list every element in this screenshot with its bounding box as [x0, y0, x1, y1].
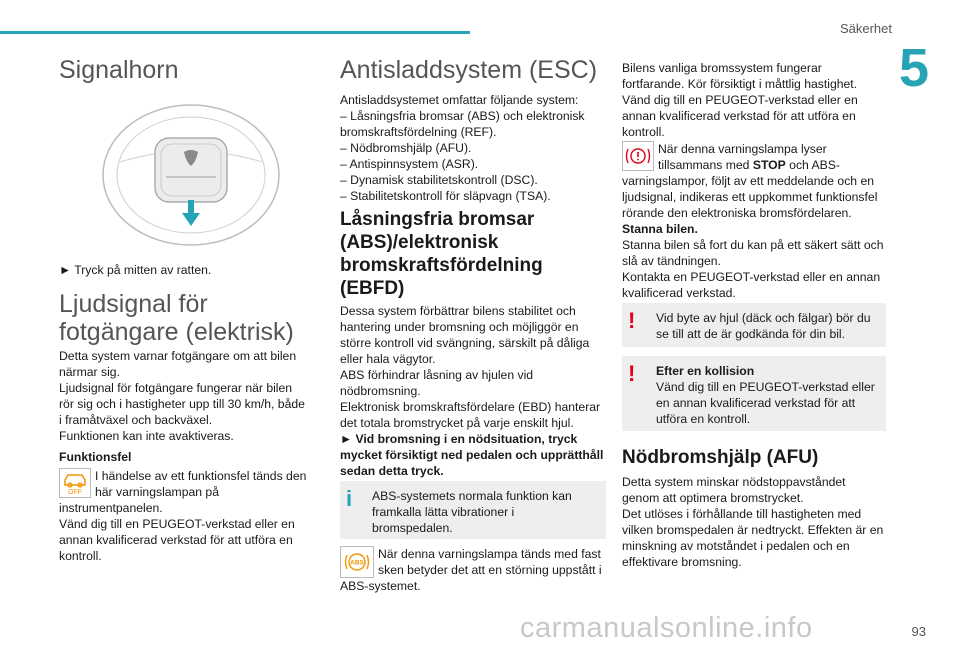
abs-lamp-text: ABS När denna varningslampa tänds med fast sken betyder det att en störning uppstått i ABS-systemet. — [340, 547, 602, 593]
list-item: – Låsningsfria bromsar (ABS) och elektronisk bromskraftsfördelning (REF). — [340, 109, 585, 139]
heading-pedestrian-signal: Ljudsignal för fotgängare (elektrisk) — [59, 290, 294, 346]
section-title: Säkerhet — [839, 21, 892, 36]
esc-intro-list: Antisladdsystemet omfattar följande system: – Låsningsfria bromsar (ABS) och elektronisk bromskraftsfördelning (REF). – Nödbromshjälp (AFU). – Antispinnsystem (ASR). – Dynamisk stabilitetskontroll (DSC). – Stabilitetskontroll för släpvagn (TSA). — [340, 92, 606, 204]
list-item: – Antispinnsystem (ASR). — [340, 157, 479, 171]
horn-instruction: ► Tryck på mitten av ratten. — [59, 263, 212, 277]
abs-text: Dessa system förbättrar bilens stabilitet och hantering under bromsning och möjliggör en större kontroll vid svängning, särskilt på dåliga eller hala vägytor. ABS förhindrar låsning av hjulen vid nödbromsning. Elektronisk bromskraftsfördelare (EBD) hanterar det totala bromstrycket på varje enskilt hjul. ► Vid bromsning i en nödsituation, tryck mycket försiktigt ned pedalen och upprätthåll sedan detta tryck. — [340, 304, 604, 478]
malfunction-text: OFF I händelse av ett funktionsfel tänds den här varningslampan på instrumentpanelen. Vänd dig till en PEUGEOT-verkstad eller en annan kvalificerad verkstad för att utföra en kontroll. — [59, 469, 307, 563]
heading-abs: Låsningsfria bromsar (ABS)/elektronisk bromskraftsfördelning (EBFD) — [340, 209, 543, 299]
pedestrian-text: Detta system varnar fotgängare om att bilen närmar sig. Ljudsignal för fotgängare fungerar när bilen rör sig och i hastigheter upp till 30 km/h, både i framåtväxel och backväxel. Funktionen kan inte avaktiveras. — [59, 349, 305, 443]
warning-icon: ! — [628, 361, 636, 386]
afu-text: Detta system minskar nödstoppavståndet genom att optimera bromstrycket. Det utlöses i förhållande till hastigheten med vilken bromspedalen är nedtryckt. Effekten är en minskning av motståndet i pedalen och en effektivare bromsning. — [622, 475, 884, 569]
chapter-number: 5 — [899, 38, 930, 98]
svg-text:ABS: ABS — [350, 559, 364, 567]
list-item: – Dynamisk stabilitetskontroll (DSC). — [340, 173, 538, 187]
watermark: carmanualsonline.info — [520, 612, 813, 644]
page-number: 93 — [911, 624, 926, 639]
heading-afu: Nödbromshjälp (AFU) — [622, 447, 819, 468]
heading-signalhorn: Signalhorn — [59, 56, 179, 84]
warning-icon: ! — [628, 308, 636, 333]
abs-warning-icon — [340, 546, 374, 578]
info-note: i ABS-systemets normala funktion kan framkalla lätta vibrationer i bromspedalen. — [340, 481, 606, 539]
svg-text:OFF: OFF — [68, 489, 82, 495]
heading-esc: Antisladdsystem (ESC) — [340, 56, 598, 84]
heading-malfunction: Funktionsfel — [59, 450, 132, 464]
brake-text: Bilens vanliga bromssystem fungerar fortfarande. Kör försiktigt i måttlig hastighet. Vänd dig till en PEUGEOT-verkstad eller en annan kvalificerad verkstad för att utföra en kontroll. — [622, 61, 858, 139]
header-accent-bar — [0, 31, 470, 34]
pedestrian-off-warning-icon — [59, 468, 91, 498]
list-item: – Stabilitetskontroll för släpvagn (TSA). — [340, 189, 551, 203]
warning-note-wheels: ! Vid byte av hjul (däck och fälgar) bör du se till att de är godkända för din bil. — [622, 303, 886, 347]
info-icon: i — [346, 486, 353, 511]
brake-lamp-text: När denna varningslampa lyser tillsammans med STOP och ABS-varningslampor, följt av ett meddelande och en ljudsignal, indikeras ett uppkommet funktionsfel rörande den elektroniska bromsfördelaren. Stanna bilen. Stanna bilen så fort du kan på ett säkert sätt och slå av tändningen. Kontakta en PEUGEOT-verkstad eller en annan kvalificerad verkstad. — [622, 142, 884, 300]
brake-warning-icon — [622, 141, 654, 171]
steering-wheel-illustration — [98, 100, 284, 250]
warning-note-collision: ! Efter en kollision Vänd dig till en PEUGEOT-verkstad eller en annan kvalificerad verkstad för att utföra en kontroll. — [622, 356, 886, 431]
list-item: – Nödbromshjälp (AFU). — [340, 141, 472, 155]
